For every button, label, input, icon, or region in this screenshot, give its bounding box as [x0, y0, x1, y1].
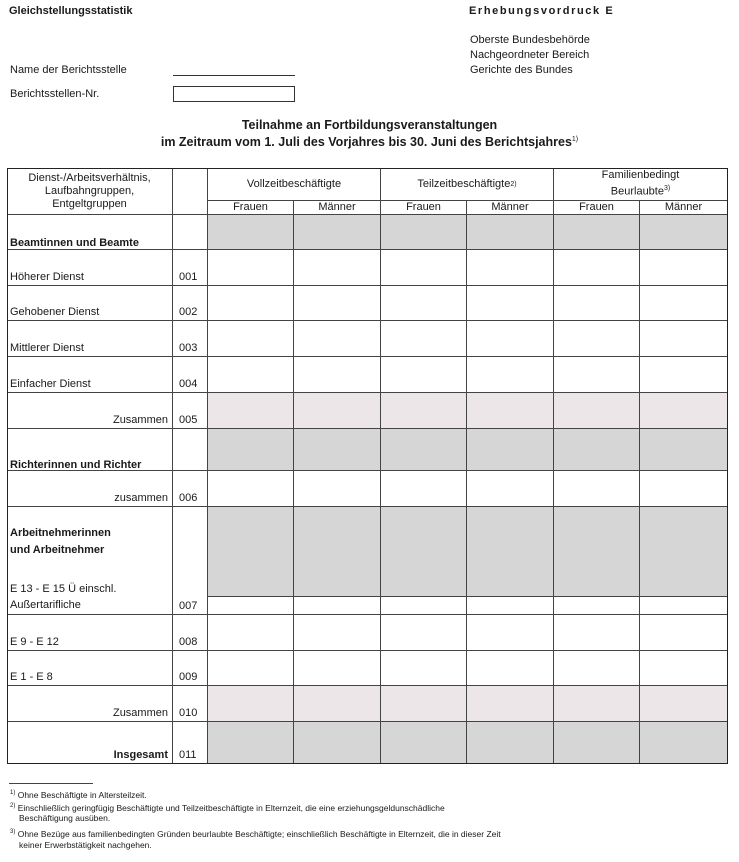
shaded-cell [381, 507, 467, 597]
row-e1-e8-code-cell [173, 651, 208, 686]
row-einfacher-dienst-code-cell [173, 357, 208, 393]
shaded-cell [640, 215, 728, 250]
row-e13-e15-input[interactable] [467, 597, 554, 615]
row-e1-e8-input[interactable] [467, 651, 554, 686]
row-arbeitnehmer-zusammen-input[interactable] [294, 686, 381, 722]
row-insgesamt-input[interactable] [640, 722, 728, 764]
row-insgesamt-input[interactable] [208, 722, 294, 764]
row-hoeherer-dienst-input[interactable] [467, 250, 554, 286]
row-mittlerer-dienst-label-cell [7, 321, 173, 357]
shaded-cell [294, 429, 381, 471]
row-beamte-zusammen-input[interactable] [467, 393, 554, 429]
shaded-cell [208, 215, 294, 250]
shaded-cell [208, 507, 294, 597]
row-insgesamt-input[interactable] [381, 722, 467, 764]
row-e9-e12-label-cell [7, 615, 173, 651]
row-richter-zusammen-input[interactable] [208, 471, 294, 507]
row-hoeherer-dienst-label-cell [7, 250, 173, 286]
group-label-vollzeit: Vollzeitbeschäftigte [246, 177, 342, 190]
row-header-line: Entgeltgruppen [52, 197, 127, 210]
shaded-cell [208, 429, 294, 471]
row-e1-e8-label-cell [7, 651, 173, 686]
row-einfacher-dienst-label: Einfacher Dienst [10, 378, 91, 390]
column-subheader [554, 201, 640, 215]
row-hoeherer-dienst-input[interactable] [381, 250, 467, 286]
row-e9-e12-code: 008 [179, 636, 198, 648]
shaded-cell [554, 429, 640, 471]
footnote-divider [9, 783, 93, 784]
row-e9-e12-label: E 9 - E 12 [10, 636, 59, 648]
row-gehobener-dienst-input[interactable] [381, 286, 467, 321]
row-richter-zusammen-label-cell [7, 471, 173, 507]
row-gehobener-dienst-code-cell [173, 286, 208, 321]
row-e1-e8-label: E 1 - E 8 [10, 671, 53, 683]
reporting-office-name-label: Name der Berichtsstelle [10, 64, 127, 76]
row-e13-e15-input[interactable] [294, 597, 381, 615]
row-richter-zusammen-input[interactable] [467, 471, 554, 507]
row-e1-e8-input[interactable] [294, 651, 381, 686]
row-e9-e12-input[interactable] [554, 615, 640, 651]
row-mittlerer-dienst-label: Mittlerer Dienst [10, 342, 84, 354]
row-richter-zusammen-input[interactable] [381, 471, 467, 507]
footnote-1: $^{1)}$ Ohne Beschäftigte in Altersteilzeit. [10, 789, 147, 800]
row-gehobener-dienst-code: 002 [179, 306, 198, 318]
row-beamte-zusammen-label: Zusammen [112, 414, 168, 426]
section-beamte [7, 215, 173, 250]
row-e13-e15-code: 007 [179, 600, 198, 612]
row-insgesamt-code: 011 [179, 749, 197, 761]
row-hoeherer-dienst-code-cell [173, 250, 208, 286]
shaded-cell [640, 507, 728, 597]
row-e9-e12-input[interactable] [640, 615, 728, 651]
row-e13-e15-code-cell [173, 507, 208, 615]
form-title-line2: im Zeitraum vom 1. Juli des Vorjahres bis 30. Juni des Berichtsjahres$^{1)}$ [160, 135, 579, 149]
row-gehobener-dienst-input[interactable] [294, 286, 381, 321]
column-subheader-label: Männer [318, 201, 356, 213]
row-mittlerer-dienst-code: 003 [179, 342, 198, 354]
column-subheader-label: Frauen [233, 201, 268, 213]
row-e13-e15-input[interactable] [208, 597, 294, 615]
section-arbeitnehmer [7, 507, 173, 615]
footnote-ref-2: 2) [510, 180, 517, 188]
group-label-teilzeit: Teilzeitbeschäftigte [417, 177, 511, 190]
row-e1-e8-input[interactable] [554, 651, 640, 686]
row-arbeitnehmer-zusammen-code: 010 [179, 707, 198, 719]
row-richter-zusammen-code-cell [173, 471, 208, 507]
row-insgesamt-input[interactable] [554, 722, 640, 764]
section-beamte-label: Beamtinnen und Beamte [10, 237, 139, 249]
row-arbeitnehmer-zusammen-code-cell [173, 686, 208, 722]
group-label-beurlaubte-line1: Familienbedingt [601, 169, 680, 182]
row-insgesamt-label-cell [7, 722, 173, 764]
shaded-cell [467, 429, 554, 471]
row-einfacher-dienst-input[interactable] [294, 357, 381, 393]
code-header-cell [173, 168, 208, 215]
shaded-cell [294, 507, 381, 597]
shaded-cell [640, 429, 728, 471]
column-subheader [294, 201, 381, 215]
row-einfacher-dienst-input[interactable] [554, 357, 640, 393]
row-einfacher-dienst-input[interactable] [467, 357, 554, 393]
row-mittlerer-dienst-code-cell [173, 321, 208, 357]
row-einfacher-dienst-input[interactable] [208, 357, 294, 393]
row-mittlerer-dienst-input[interactable] [554, 321, 640, 357]
column-subheader [640, 201, 728, 215]
row-e9-e12-input[interactable] [208, 615, 294, 651]
row-hoeherer-dienst-input[interactable] [640, 250, 728, 286]
row-arbeitnehmer-zusammen-label: Zusammen [112, 707, 168, 719]
footnote-2-continued: Beschäftigung ausüben. [19, 813, 111, 823]
row-arbeitnehmer-zusammen-input[interactable] [467, 686, 554, 722]
row-beamte-zusammen-code-cell [173, 393, 208, 429]
row-richter-zusammen-code: 006 [179, 492, 198, 504]
authority-option-oberste: Oberste Bundesbehörde [470, 34, 590, 46]
row-arbeitnehmer-zusammen-input[interactable] [208, 686, 294, 722]
row-gehobener-dienst-input[interactable] [467, 286, 554, 321]
group-header-teilzeit [381, 168, 554, 201]
shaded-cell [467, 215, 554, 250]
reporting-office-number-label: Berichtsstellen-Nr. [10, 88, 100, 100]
section-richter [7, 429, 173, 471]
row-arbeitnehmer-zusammen-input[interactable] [381, 686, 467, 722]
column-subheader-label: Männer [664, 201, 703, 213]
authority-option-nachgeordnet: Nachgeordneter Bereich [470, 49, 590, 61]
row-arbeitnehmer-zusammen-input[interactable] [554, 686, 640, 722]
row-hoeherer-dienst-input[interactable] [554, 250, 640, 286]
row-e13-e15-input[interactable] [640, 597, 728, 615]
footnote-ref-1: 1) [571, 135, 579, 143]
row-beamte-zusammen-input[interactable] [294, 393, 381, 429]
row-e9-e12-input[interactable] [467, 615, 554, 651]
row-e1-e8-code: 009 [179, 671, 198, 683]
column-subheader-label: Männer [491, 201, 529, 213]
form-title-line1: Teilnahme an Fortbildungsveranstaltungen [241, 118, 498, 132]
row-e13-e15-label: E 13 - E 15 Ü einschl. [10, 583, 117, 595]
column-subheader [208, 201, 294, 215]
group-label-beurlaubte: Beurlaubte [610, 185, 664, 198]
row-e9-e12-input[interactable] [381, 615, 467, 651]
group-header-beurlaubte [554, 168, 728, 201]
row-beamte-zusammen-input[interactable] [554, 393, 640, 429]
row-insgesamt-code-cell [173, 722, 208, 764]
row-e9-e12-code-cell [173, 615, 208, 651]
row-e13-e15-input[interactable] [381, 597, 467, 615]
row-hoeherer-dienst-input[interactable] [208, 250, 294, 286]
reporting-office-number-field[interactable] [173, 86, 295, 102]
statistic-title: Gleichstellungsstatistik [9, 5, 133, 17]
row-gehobener-dienst-label-cell [7, 286, 173, 321]
row-gehobener-dienst-input[interactable] [640, 286, 728, 321]
code-cell-empty [173, 429, 208, 471]
row-mittlerer-dienst-input[interactable] [381, 321, 467, 357]
footnote-ref-3: 3) [663, 185, 671, 193]
row-beamte-zusammen-input[interactable] [640, 393, 728, 429]
row-hoeherer-dienst-label: Höherer Dienst [10, 271, 84, 283]
row-arbeitnehmer-zusammen-label-cell [7, 686, 173, 722]
column-subheader-label: Frauen [406, 201, 441, 213]
group-label-beurlaubte-line2 [611, 182, 670, 199]
row-gehobener-dienst-input[interactable] [554, 286, 640, 321]
shaded-cell [381, 215, 467, 250]
row-e13-e15-input[interactable] [554, 597, 640, 615]
row-einfacher-dienst-code: 004 [179, 378, 198, 390]
row-e9-e12-input[interactable] [294, 615, 381, 651]
code-cell-empty [173, 215, 208, 250]
group-header-vollzeit [208, 168, 381, 201]
shaded-cell [554, 215, 640, 250]
section-arbeitnehmer-label: Arbeitnehmerinnen [10, 527, 111, 539]
row-richter-zusammen-input[interactable] [554, 471, 640, 507]
row-mittlerer-dienst-input[interactable] [294, 321, 381, 357]
column-subheader [467, 201, 554, 215]
shaded-cell [554, 507, 640, 597]
row-mittlerer-dienst-input[interactable] [467, 321, 554, 357]
row-hoeherer-dienst-code: 001 [179, 271, 198, 283]
row-hoeherer-dienst-input[interactable] [294, 250, 381, 286]
row-beamte-zusammen-label-cell [7, 393, 173, 429]
row-insgesamt-input[interactable] [294, 722, 381, 764]
reporting-office-name-field[interactable] [173, 75, 295, 76]
row-gehobener-dienst-input[interactable] [208, 286, 294, 321]
row-beamte-zusammen-code: 005 [179, 414, 198, 426]
row-beamte-zusammen-input[interactable] [381, 393, 467, 429]
row-einfacher-dienst-input[interactable] [640, 357, 728, 393]
row-e1-e8-input[interactable] [208, 651, 294, 686]
row-arbeitnehmer-zusammen-input[interactable] [640, 686, 728, 722]
shaded-cell [467, 507, 554, 597]
row-header-cell [7, 168, 173, 215]
row-e1-e8-input[interactable] [381, 651, 467, 686]
row-mittlerer-dienst-input[interactable] [640, 321, 728, 357]
row-gehobener-dienst-label: Gehobener Dienst [10, 306, 100, 318]
shaded-cell [381, 429, 467, 471]
row-e13-e15-label: Außertarifliche [10, 599, 81, 611]
row-insgesamt-input[interactable] [467, 722, 554, 764]
row-richter-zusammen-label: zusammen [114, 492, 168, 504]
form-identifier: Erhebungsvordruck E [469, 5, 615, 17]
row-beamte-zusammen-input[interactable] [208, 393, 294, 429]
row-header-line: Laufbahngruppen, [44, 184, 135, 197]
section-richter-label: Richterinnen und Richter [10, 459, 142, 471]
footnote-3: $^{3)}$ Ohne Bezüge aus familienbedingten Gründen beurlaubte Beschäftigte; einschließlich Beschäftigte in Elternzeit, die in dieser Zeit [10, 828, 501, 839]
row-einfacher-dienst-label-cell [7, 357, 173, 393]
row-mittlerer-dienst-input[interactable] [208, 321, 294, 357]
row-header-line: Dienst-/Arbeitsverhältnis, [28, 171, 151, 184]
row-e1-e8-input[interactable] [640, 651, 728, 686]
footnote-2: $^{2)}$ Einschließlich geringfügig Beschäftigte und Teilzeitbeschäftigte in Elternzeit, die eine erziehungsgeldunschädliche [10, 802, 445, 813]
row-insgesamt-label: Insgesamt [113, 749, 168, 761]
authority-option-gerichte: Gerichte des Bundes [470, 64, 573, 76]
column-subheader-label: Frauen [579, 201, 614, 213]
shaded-cell [294, 215, 381, 250]
row-richter-zusammen-input[interactable] [640, 471, 728, 507]
column-subheader [381, 201, 467, 215]
footnote-3-continued: keiner Erwerbstätigkeit nachgehen. [19, 840, 152, 850]
row-einfacher-dienst-input[interactable] [381, 357, 467, 393]
row-richter-zusammen-input[interactable] [294, 471, 381, 507]
section-arbeitnehmer-label: und Arbeitnehmer [10, 544, 105, 556]
